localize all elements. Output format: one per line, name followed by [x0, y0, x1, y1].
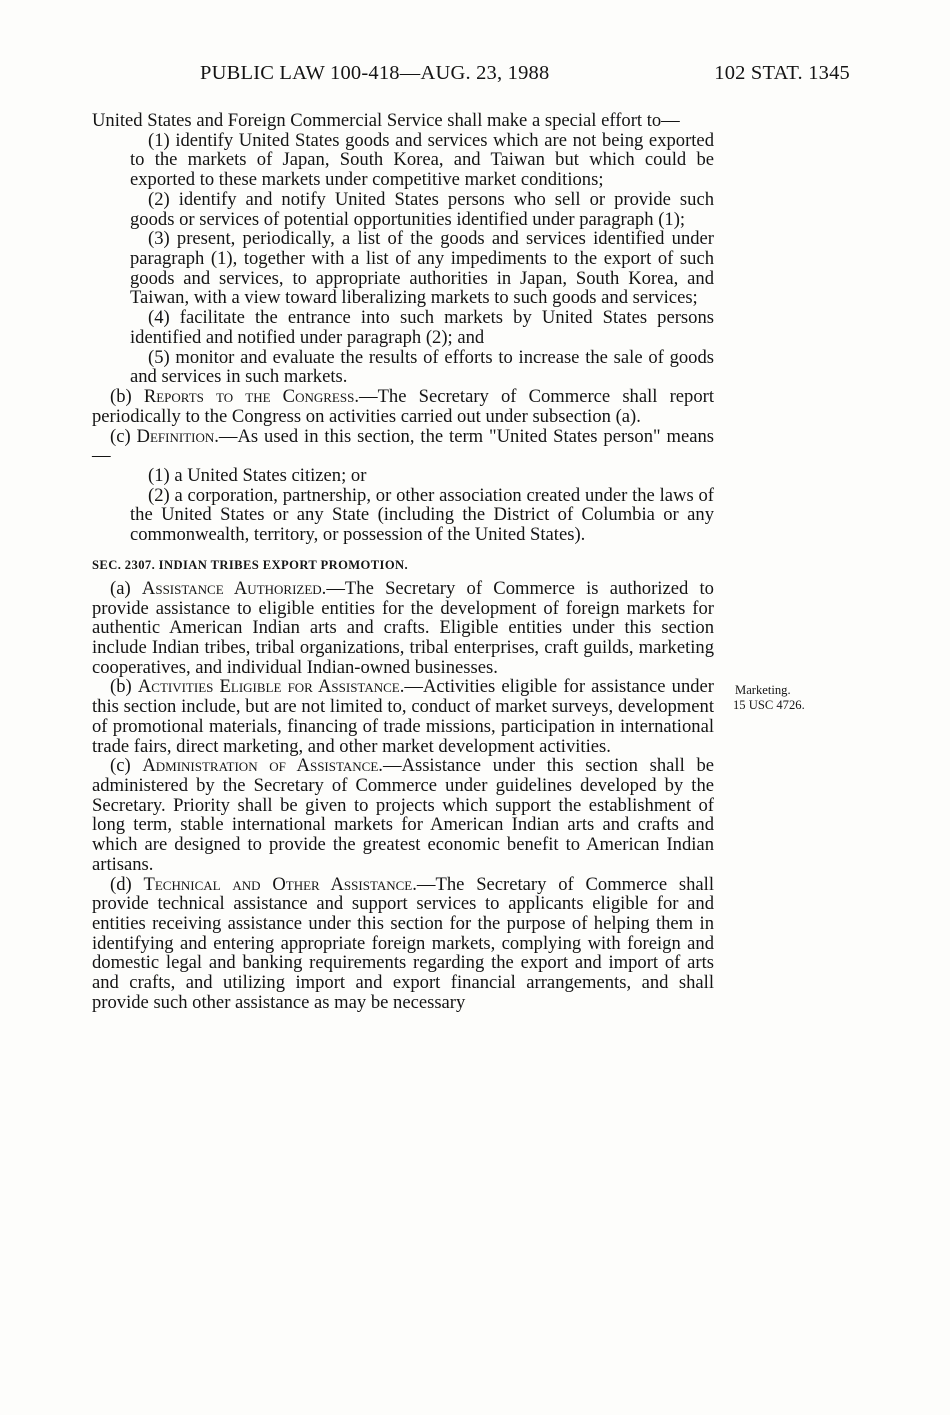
- subsection-label: (c): [110, 755, 143, 777]
- subsection-label: (b): [110, 676, 138, 698]
- section-subsection-d: [92, 875, 714, 1013]
- subsection-text: —As used in this section, the term "United States person" means—: [92, 425, 714, 467]
- margin-note-citation: 15 USC 4726.: [733, 698, 805, 712]
- list-item: (2) identify and notify United States persons who sell or provide such goods or services of potential opportunities identified under paragraph (1);: [130, 188, 714, 230]
- list-item: (4) facilitate the entrance into such markets by United States persons identified and notified under paragraph (2); and: [130, 307, 714, 348]
- page-header: [200, 62, 850, 92]
- running-head: PUBLIC LAW 100-418—AUG. 23, 1988: [200, 62, 550, 84]
- subsection-heading: Definition.: [136, 425, 219, 447]
- subsection-heading: Activities Eligible for Assistance.: [137, 676, 405, 698]
- subsection-text: —Activities eligible for assistance under this section include, but are not limited to, conduct of market surveys, development of promotional materials, financing of trade missions, participation in international trade fairs, direct marketing, and other market development activities.: [92, 676, 714, 757]
- list-item: (5) monitor and evaluate the results of efforts to increase the sale of goods and services in such markets.: [130, 346, 714, 388]
- stat-page-number: 102 STAT. 1345: [714, 62, 850, 84]
- list-item: (2) a corporation, partnership, or other association created under the laws of the United States or any State (including the District of Columbia or any commonwealth, territory, or possession of the United States).: [130, 484, 714, 546]
- document-body: [92, 111, 714, 1013]
- subsection-label: (c): [110, 425, 137, 447]
- list-item: (1) identify United States goods and services which are not being exported to the markets of Japan, South Korea, and Taiwan but which could be exported to these markets under competitive market conditions;: [130, 129, 714, 191]
- subsection-text: —The Secretary of Commerce shall report periodically to the Congress on activities carried out under subsection (a).: [92, 386, 714, 427]
- subsection-b-reports: [92, 387, 714, 426]
- section-subsection-b: [92, 677, 714, 756]
- section-heading: SEC. 2307. INDIAN TRIBES EXPORT PROMOTION.: [92, 557, 409, 572]
- subsection-text: —The Secretary of Commerce shall provide technical assistance and support services to applicants eligible for and entities receiving assistance under this section for the purpose of helping them in identifying and entering appropriate foreign markets, complying with foreign and domestic legal and banking requirements regarding the export and import of arts and crafts, and utilizing import and export financial arrangements, and shall provide such other assistance as may be necessary: [92, 873, 714, 1013]
- intro-paragraph: United States and Foreign Commercial Service shall make a special effort to—: [92, 110, 680, 131]
- margin-note: [733, 683, 853, 713]
- subsection-heading: Technical and Other Assistance.: [143, 873, 417, 895]
- subsection-label: (b): [110, 386, 144, 408]
- section-subsection-c: [92, 756, 714, 874]
- subsection-text: —The Secretary of Commerce is authorized to provide assistance to eligible entities for the development of foreign markets for authentic American Indian arts and crafts. Eligible entities under this section include Indian tribes, tribal organizations, tribal enterprises, craft guilds, marketing cooperatives, and individual Indian-owned businesses.: [92, 577, 714, 678]
- list-item: (1) a United States citizen; or: [148, 464, 367, 486]
- list-item: (3) present, periodically, a list of the goods and services identified under paragraph (1), together with a list of any impediments to the export of such goods and services, to appropriate authorities in Japan, South Korea, and Taiwan, with a view toward liberalizing markets to such goods and services;: [130, 228, 714, 309]
- subsection-label: (d): [110, 873, 144, 895]
- subsection-heading: Administration of Assistance.: [142, 755, 383, 777]
- section-subsection-a: [92, 579, 714, 678]
- subsection-heading: Assistance Authorized.: [141, 577, 327, 599]
- subsection-c-definition: [92, 427, 714, 466]
- subsection-text: —Assistance under this section shall be administered by the Secretary of Commerce under guidelines developed by the Secretary. Priority shall be given to projects which support the establishment of long term, stable international markets for American Indian arts and crafts and which are designed to provide the greatest economic benefit to American Indian artisans.: [92, 755, 714, 875]
- margin-note-topic: Marketing.: [735, 683, 791, 697]
- subsection-label: (a): [110, 577, 142, 599]
- subsection-heading: Reports to the Congress.: [143, 386, 359, 408]
